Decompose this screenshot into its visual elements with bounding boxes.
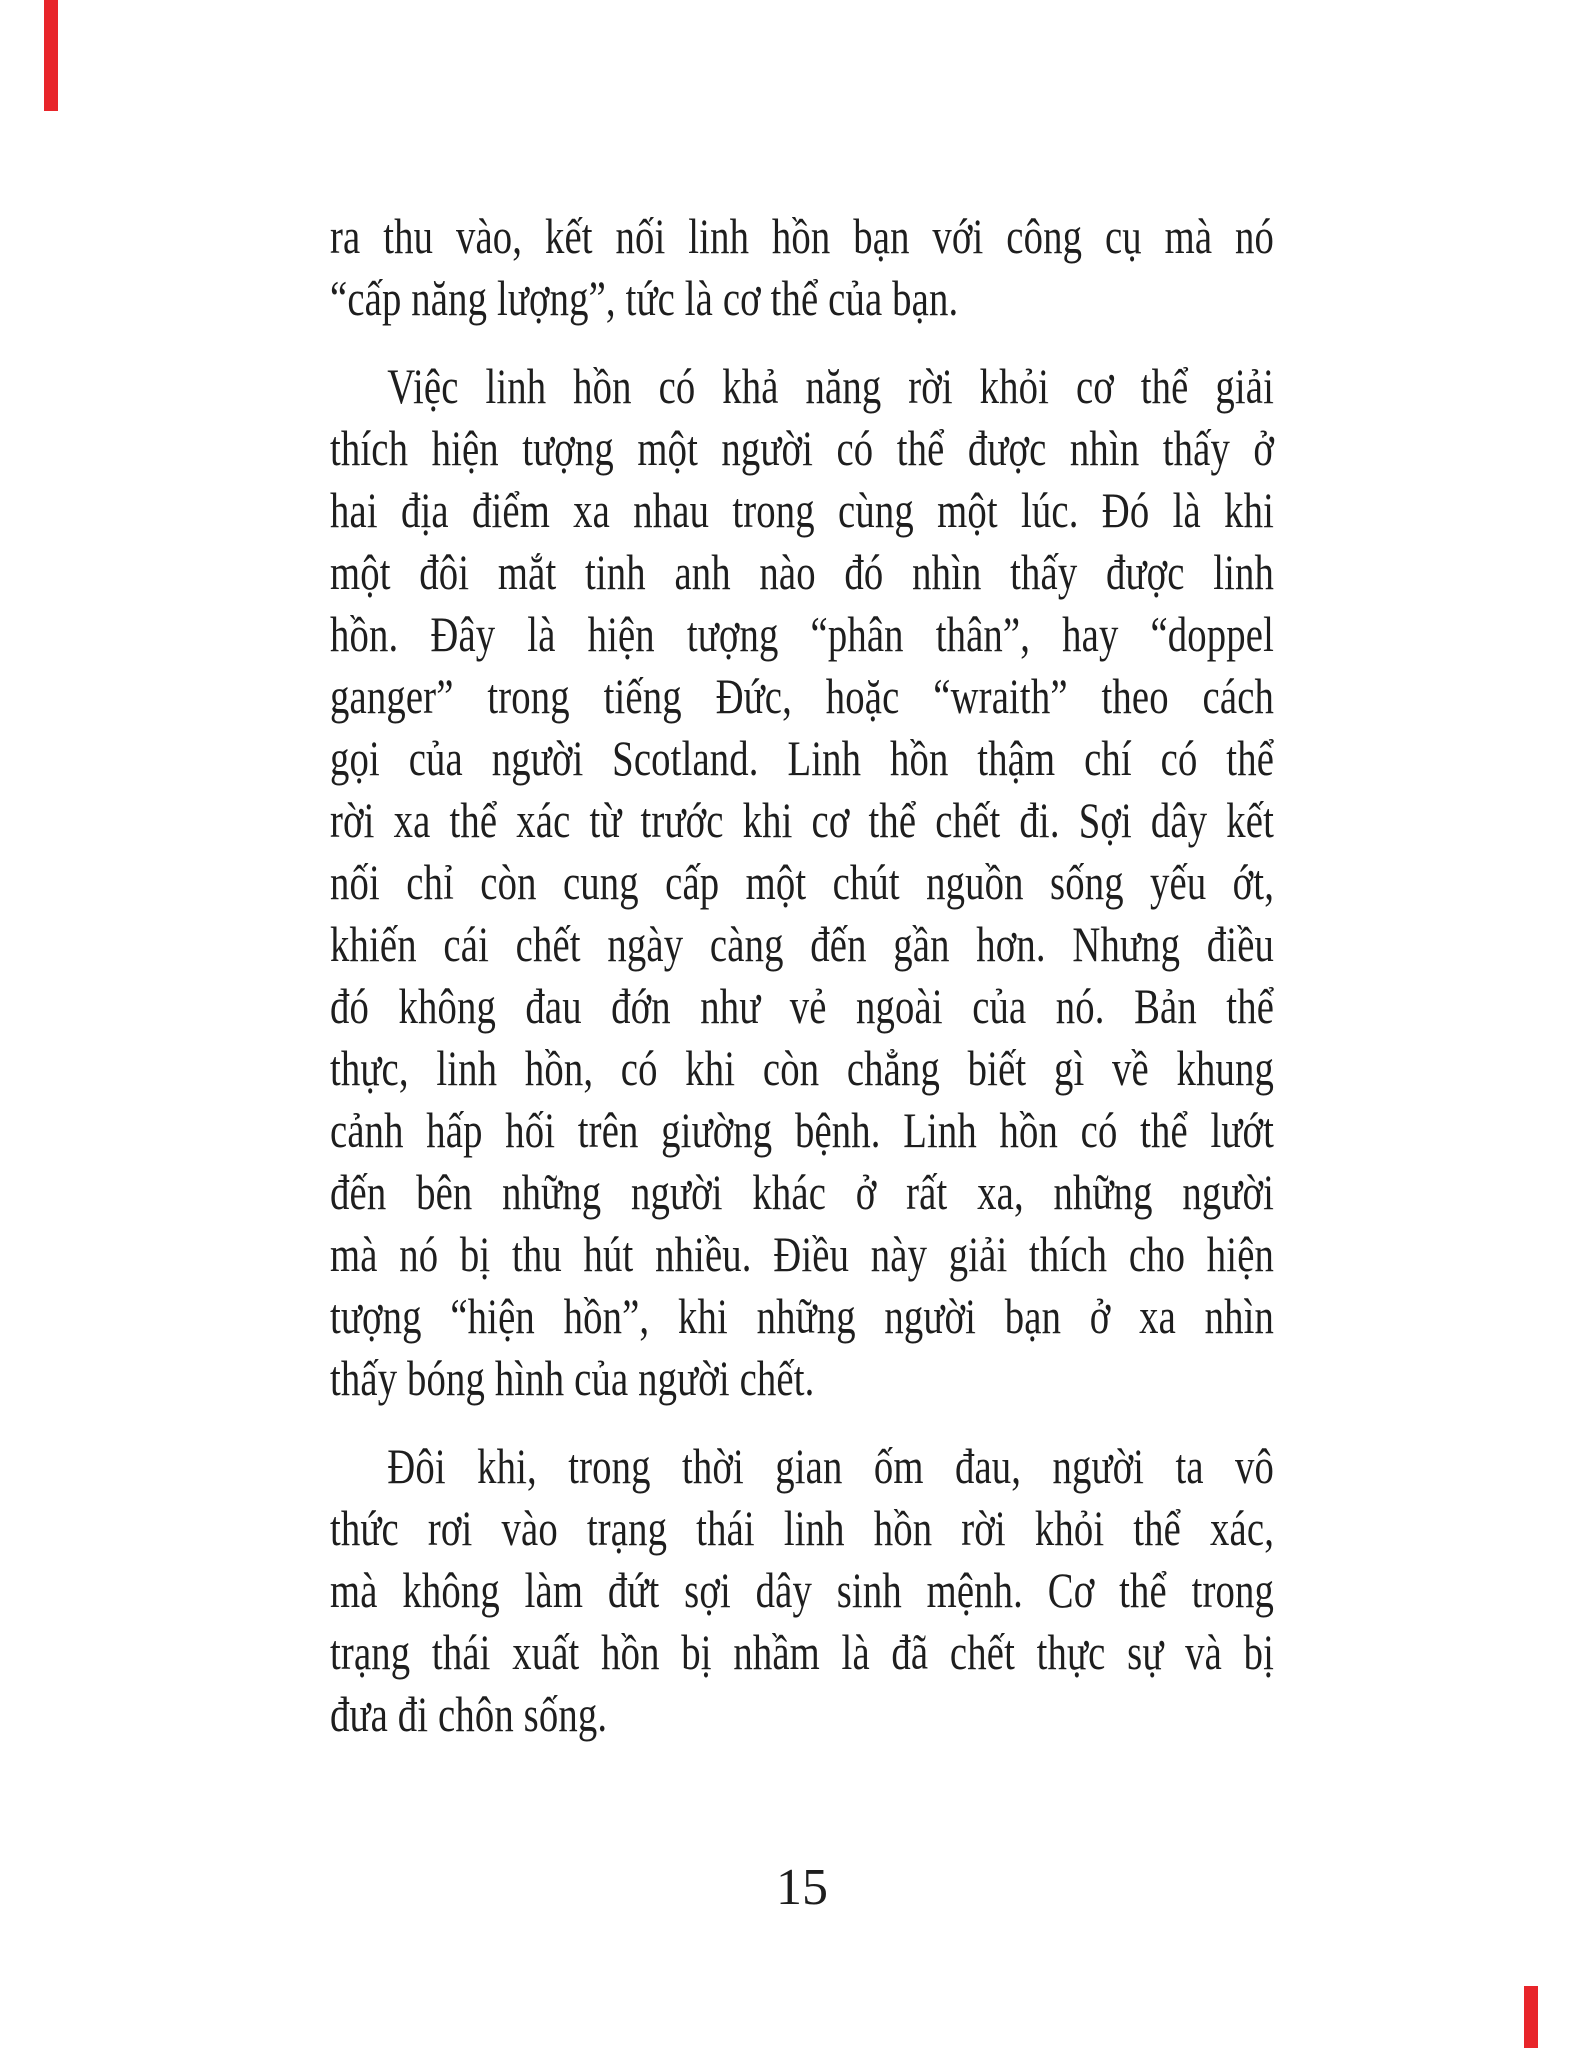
body-text-line: ra thu vào, kết nối linh hồn bạn với công cụ mà nó <box>330 208 1275 264</box>
paragraph <box>330 355 1274 1409</box>
body-text-line: thức rơi vào trạng thái linh hồn rời khỏi thể xác, <box>330 1500 1275 1556</box>
body-text-line: hai địa điểm xa nhau trong cùng một lúc. Đó là khi <box>330 482 1275 538</box>
body-text-line: mà không làm đứt sợi dây sinh mệnh. Cơ thể trong <box>330 1562 1275 1618</box>
body-text-line: khiến cái chết ngày càng đến gần hơn. Nhưng điều <box>330 916 1275 972</box>
body-text-line: hồn. Đây là hiện tượng “phân thân”, hay “doppel <box>330 606 1275 662</box>
body-text-line: thực, linh hồn, có khi còn chẳng biết gì về khung <box>330 1040 1275 1096</box>
body-text-line: thích hiện tượng một người có thể được nhìn thấy ở <box>330 420 1275 476</box>
body-text-line: gọi của người Scotland. Linh hồn thậm chí có thể <box>330 730 1275 786</box>
paragraph <box>330 1435 1274 1745</box>
body-text-line: tượng “hiện hồn”, khi những người bạn ở xa nhìn <box>330 1288 1275 1344</box>
body-text-line: một đôi mắt tinh anh nào đó nhìn thấy được linh <box>330 544 1275 600</box>
body-text-line: cảnh hấp hối trên giường bệnh. Linh hồn có thể lướt <box>330 1102 1275 1158</box>
body-text-line: Đôi khi, trong thời gian ốm đau, người ta vô <box>387 1438 1275 1494</box>
body-text-line: Việc linh hồn có khả năng rời khỏi cơ thể giải <box>387 358 1275 414</box>
body-text-line: mà nó bị thu hút nhiều. Điều này giải thích cho hiện <box>330 1226 1275 1282</box>
body-text-line: đó không đau đớn như vẻ ngoài của nó. Bản thể <box>330 978 1275 1034</box>
body-text-line: rời xa thể xác từ trước khi cơ thể chết đi. Sợi dây kết <box>330 792 1275 848</box>
text-block <box>330 205 1274 1745</box>
body-text-line: “cấp năng lượng”, tức là cơ thể của bạn. <box>330 270 959 326</box>
page-corner-mark-top-left <box>44 0 58 111</box>
page-corner-mark-bottom-right <box>1524 1986 1538 2048</box>
body-text-line: nối chỉ còn cung cấp một chút nguồn sống yếu ớt, <box>330 854 1275 910</box>
body-text-line: đưa đi chôn sống. <box>330 1686 608 1742</box>
body-text-line: ganger” trong tiếng Đức, hoặc “wraith” theo cách <box>330 668 1275 724</box>
body-text-line: trạng thái xuất hồn bị nhầm là đã chết thực sự và bị <box>330 1624 1275 1680</box>
page-number: 15 <box>776 1859 828 1916</box>
paragraph <box>330 205 1274 329</box>
body-text-line: đến bên những người khác ở rất xa, những người <box>330 1164 1275 1220</box>
body-text-line: thấy bóng hình của người chết. <box>330 1350 815 1406</box>
